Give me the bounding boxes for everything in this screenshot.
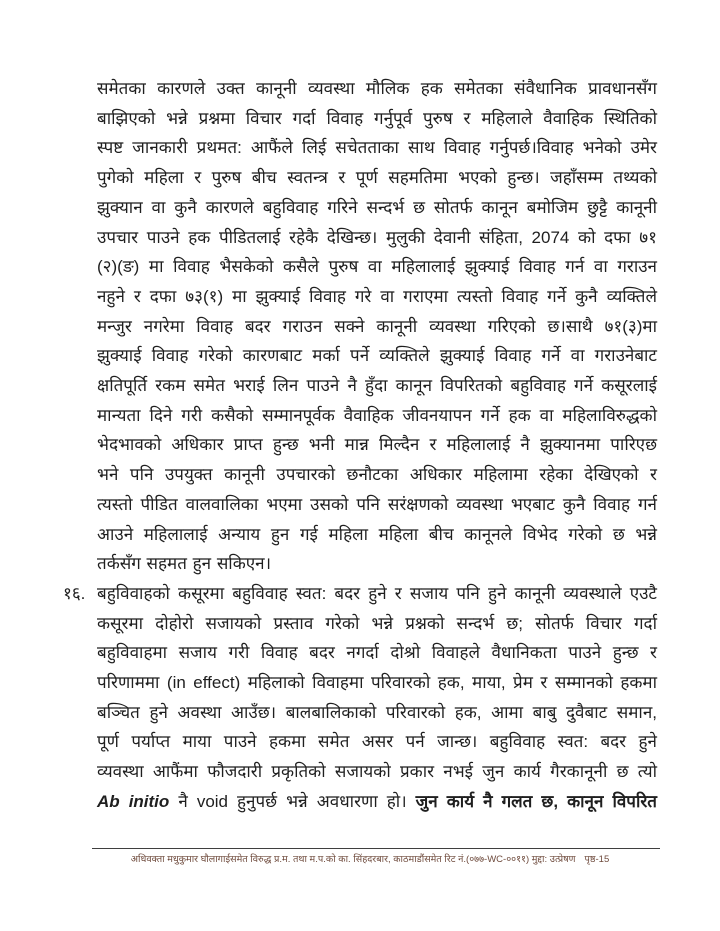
footer-page-number: पृष्ठ-15 [584,854,610,865]
text-line: पुगेको महिला र पुरुष बीच स्वतन्त्र र पूर्ण सहमतिमा भएको हुन्छ। जहाँसम्म तथ्यको [97,168,657,188]
paragraph [63,579,657,817]
text-line: बहुविवाहमा सजाय गरी विवाह बदर नगर्दा दोश्रो विवाहले वैधानिकता पाउने हुन्छ र [97,643,657,663]
paragraph-number: १६. [63,583,86,603]
text-line: मान्यता दिने गरी कसैको सम्मानपूर्वक वैवाहिक जीवनयापन गर्ने हक वा महिलाविरुद्धको [97,405,657,425]
text-line: तर्कसँग सहमत हुन सकिएन। [97,554,272,574]
text-line: नहुने र दफा ७३(१) मा झुक्याई विवाह गरे वा गराएमा त्यस्तो विवाह गर्ने कुनै व्यक्तिले [97,286,657,306]
text-line: समेतका कारणले उक्त कानूनी व्यवस्था मौलिक हक समेतका संवैधानिक प्रावधानसँग [97,79,657,98]
text-line: कसूरमा दोहोरो सजायको प्रस्ताव गरेको भन्ने प्रश्नको सन्दर्भ छ; सोतर्फ विचार गर्दा [97,613,657,633]
text-line: बहुविवाहको कसूरमा बहुविवाह स्वत: बदर हुने र सजाय पनि हुने कानूनी व्यवस्थाले एउटै [97,583,657,603]
plain-text: void [196,791,228,811]
bold-italic-text: Ab initio [97,791,170,811]
footer-divider [92,848,660,849]
text-line: (२)(ङ) मा विवाह भैसकेको कसैले पुरुष वा महिलालाई झुक्याई विवाह गर्न वा गराउन [97,257,657,277]
text-line: आउने महिलालाई अन्याय हुन गई महिला महिला बीच कानूनले विभेद गरेको छ भन्ने [97,524,657,544]
text-line: परिणाममा (in effect) महिलाको विवाहमा परिवारको हक, माया, प्रेम र सम्मानको हकमा [97,673,657,693]
text-line: भने पनि उपयुक्त कानूनी उपचारको छनौटका अधिकार महिलामा रहेका देखिएको र [97,465,657,485]
text-line: भेदभावको अधिकार प्राप्त हुन्छ भनी मान्न मिल्दैन र महिलालाई नै झुक्यानमा पारिएछ [97,435,657,455]
body-text [63,74,657,817]
plain-text: हुनुपर्छ भन्ने अवधारणा हो। [228,791,416,811]
footer-case-caption: अधिवक्ता मधुकुमार घौलागाईसमेत विरुद्ध प्र.म. तथा म.प.को का. सिंहदरबार, काठमाडौंसमेत रिट नं.(०७७-WC-००११) मुद्दा: उत्प्रेषण [130,854,576,865]
paragraph [97,74,657,579]
text-line: व्यवस्था आफैंमा फौजदारी प्रकृतिको सजायको प्रकार नभई जुन कार्य गैरकानूनी छ त्यो [97,762,657,782]
text-line [97,787,657,817]
text-line: झुक्याई विवाह गरेको कारणबाट मर्का पर्ने व्यक्तिले झुक्याई विवाह गर्ने वा गराउनेबाट [97,346,657,366]
text-line: स्पष्ट जानकारी प्रथमत: आफैंले लिई सचेतताका साथ विवाह गर्नुपर्छ।विवाह भनेको उमेर [97,138,657,158]
text-line: उपचार पाउने हक पीडितलाई रहेकै देखिन्छ। मुलुकी देवानी संहिता, 2074 को दफा ७१ [97,227,657,247]
plain-text: नै [169,791,197,811]
text-line: मन्जुर नगरेमा विवाह बदर गराउन सक्ने कानूनी व्यवस्था गरिएको छ।साथै ७१(३)मा [97,316,657,336]
page-footer [70,853,670,867]
text-line: त्यस्तो पीडित वालवालिका भएमा उसको पनि सरंक्षणको व्यवस्था भएबाट कुनै विवाह गर्न [97,494,657,514]
text-line: बाझिएको भन्ने प्रश्नमा विचार गर्दा विवाह गर्नुपूर्व पुरुष र महिलाले वैवाहिक स्थितिको [97,108,657,128]
text-line: पूर्ण पर्याप्त माया पाउने हकमा समेत असर पर्न जान्छ। बहुविवाह स्वत: बदर हुने [97,732,657,752]
text-line: क्षतिपूर्ति रकम समेत भराई लिन पाउने नै हुँदा कानून विपरितको बहुविवाह गर्ने कसूरलाई [97,376,657,396]
bold-text: जुन कार्य नै गलत छ, कानून विपरित [415,791,657,811]
text-line: बञ्चित हुने अवस्था आउँछ। बालबालिकाको परिवारको हक, आमा बाबु दुवैबाट समान, [97,702,657,722]
text-line: झुक्यान वा कुनै कारणले बहुविवाह गरिने सन्दर्भ छ सोतर्फ कानून बमोजिम छुट्टै कानूनी [97,197,657,217]
